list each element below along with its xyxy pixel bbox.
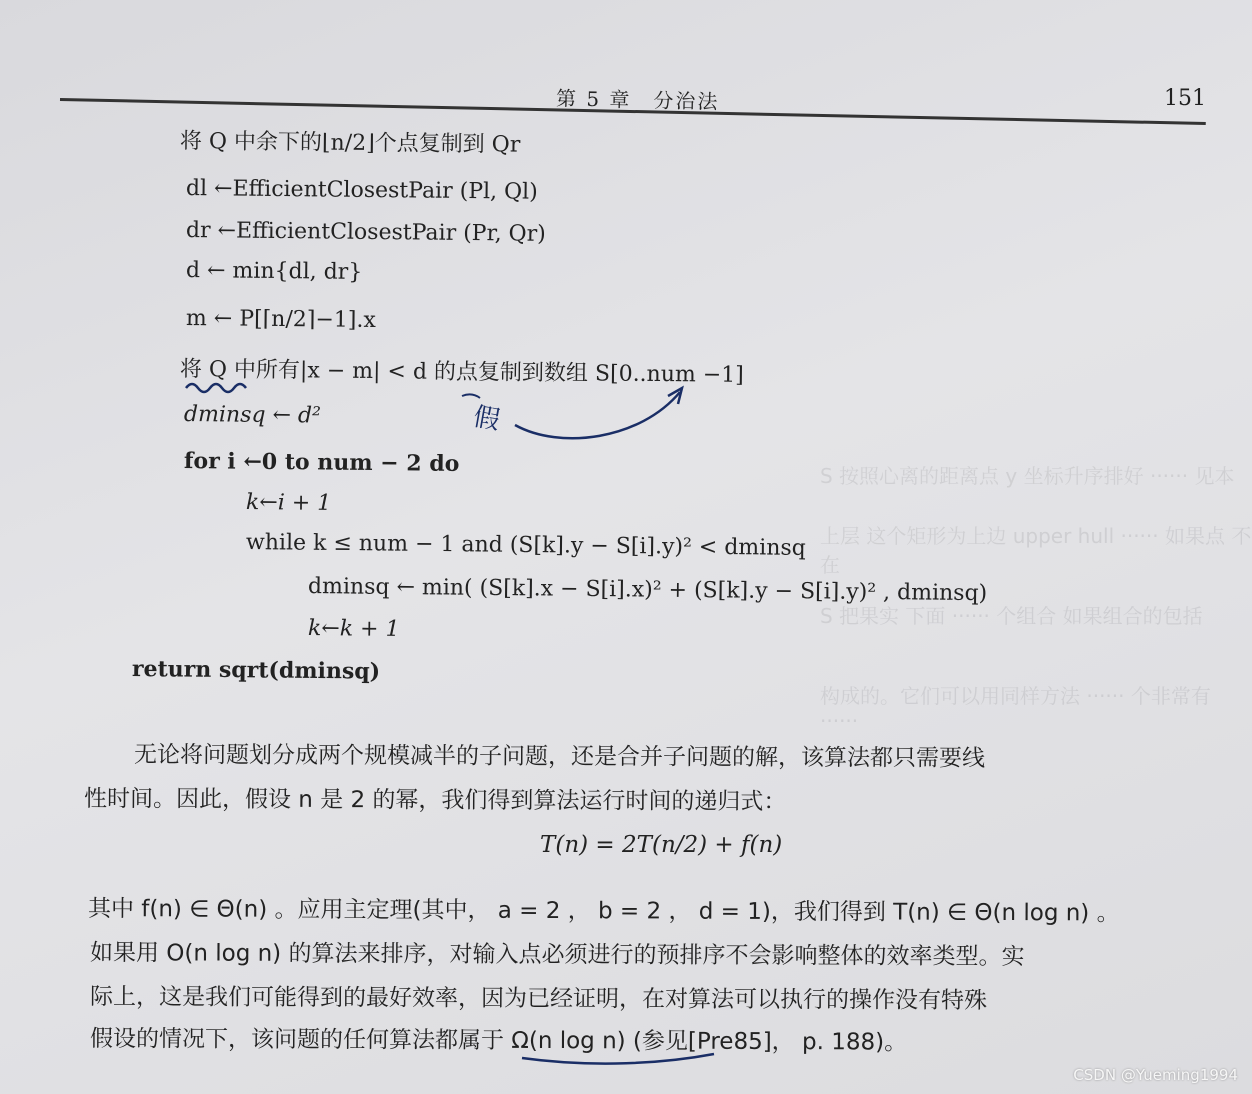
paragraph-2-line-2: 如果用 O(n log n) 的算法来排序，对输入点必须进行的预排序不会影响整体的效率类型。实 bbox=[89, 940, 1025, 971]
algo-line-10: while k ≤ num − 1 and (S[k].y − S[i].y)² < dminsq bbox=[245, 530, 806, 561]
algo-line-7: dminsq ← d² bbox=[183, 402, 321, 429]
paragraph-2-line-3: 际上，这是我们可能得到的最好效率，因为已经证明，在对算法可以执行的操作没有特殊 bbox=[89, 984, 988, 1014]
paragraph-2-line-1: 其中 f(n) ∈ Θ(n) 。应用主定理(其中， a = 2 ， b = 2 ， d = 1)，我们得到 T(n) ∈ Θ(n log n) 。 bbox=[87, 896, 1120, 927]
curved-arrow bbox=[515, 392, 680, 438]
algo-line-12: k←k + 1 bbox=[307, 616, 400, 642]
algo-line-1: 将 Q 中余下的⌊n/2⌋个点复制到 Qr bbox=[179, 129, 521, 158]
algo-line-4: d ← min{dl, dr} bbox=[185, 258, 363, 285]
recurrence-formula: T(n) = 2T(n/2) + f(n) bbox=[540, 832, 783, 858]
algo-line-13: return sqrt(dminsq) bbox=[131, 656, 381, 685]
algo-line-2: dl ←EfficientClosestPair (Pl, Ql) bbox=[185, 176, 538, 205]
bleed-through-text: S 把果实 下面 ······ 个组合 如果组合的包括 bbox=[820, 604, 1203, 628]
handwritten-note: 假 bbox=[471, 401, 502, 436]
bleed-through-text: S 按照心离的距离点 y 坐标升序排好 ······ 见本 bbox=[820, 464, 1235, 488]
wavy-underline bbox=[186, 384, 246, 392]
algo-line-9: k←i + 1 bbox=[245, 490, 332, 516]
bleed-through-text: 上层 这个矩形为上边 upper hull ······ 如果点 不在 bbox=[820, 524, 1252, 577]
chapter-title: 第 5 章 分治法 bbox=[555, 86, 720, 114]
algo-line-8: for i ←0 to num − 2 do bbox=[183, 448, 460, 477]
page-number: 151 bbox=[1164, 86, 1206, 111]
algo-line-5: m ← P[⌈n/2⌉−1].x bbox=[185, 306, 376, 333]
algo-line-11: dminsq ← min( (S[k].x − S[i].x)² + (S[k].y − S[i].y)² , dminsq) bbox=[307, 574, 988, 607]
csdn-watermark: CSDN @Yueming1994 bbox=[1073, 1066, 1238, 1084]
paragraph-1-line-2: 性时间。因此，假设 n 是 2 的幂，我们得到算法运行时间的递归式： bbox=[83, 786, 787, 816]
algo-line-6: 将 Q 中所有|x − m| < d 的点复制到数组 S[0..num −1] bbox=[179, 357, 744, 388]
paragraph-2-line-4: 假设的情况下，该问题的任何算法都属于 Ω(n log n) (参见[Pre85]， p. 188)。 bbox=[89, 1026, 908, 1056]
algo-line-3: dr ←EfficientClosestPair (Pr, Qr) bbox=[185, 218, 546, 247]
bleed-through-text: 构成的。它们可以用同样方法 ······ 个非常有 ······ bbox=[820, 684, 1211, 733]
paragraph-1-line-1: 无论将问题划分成两个规模减半的子问题，还是合并子问题的解，该算法都只需要线 bbox=[133, 742, 986, 772]
